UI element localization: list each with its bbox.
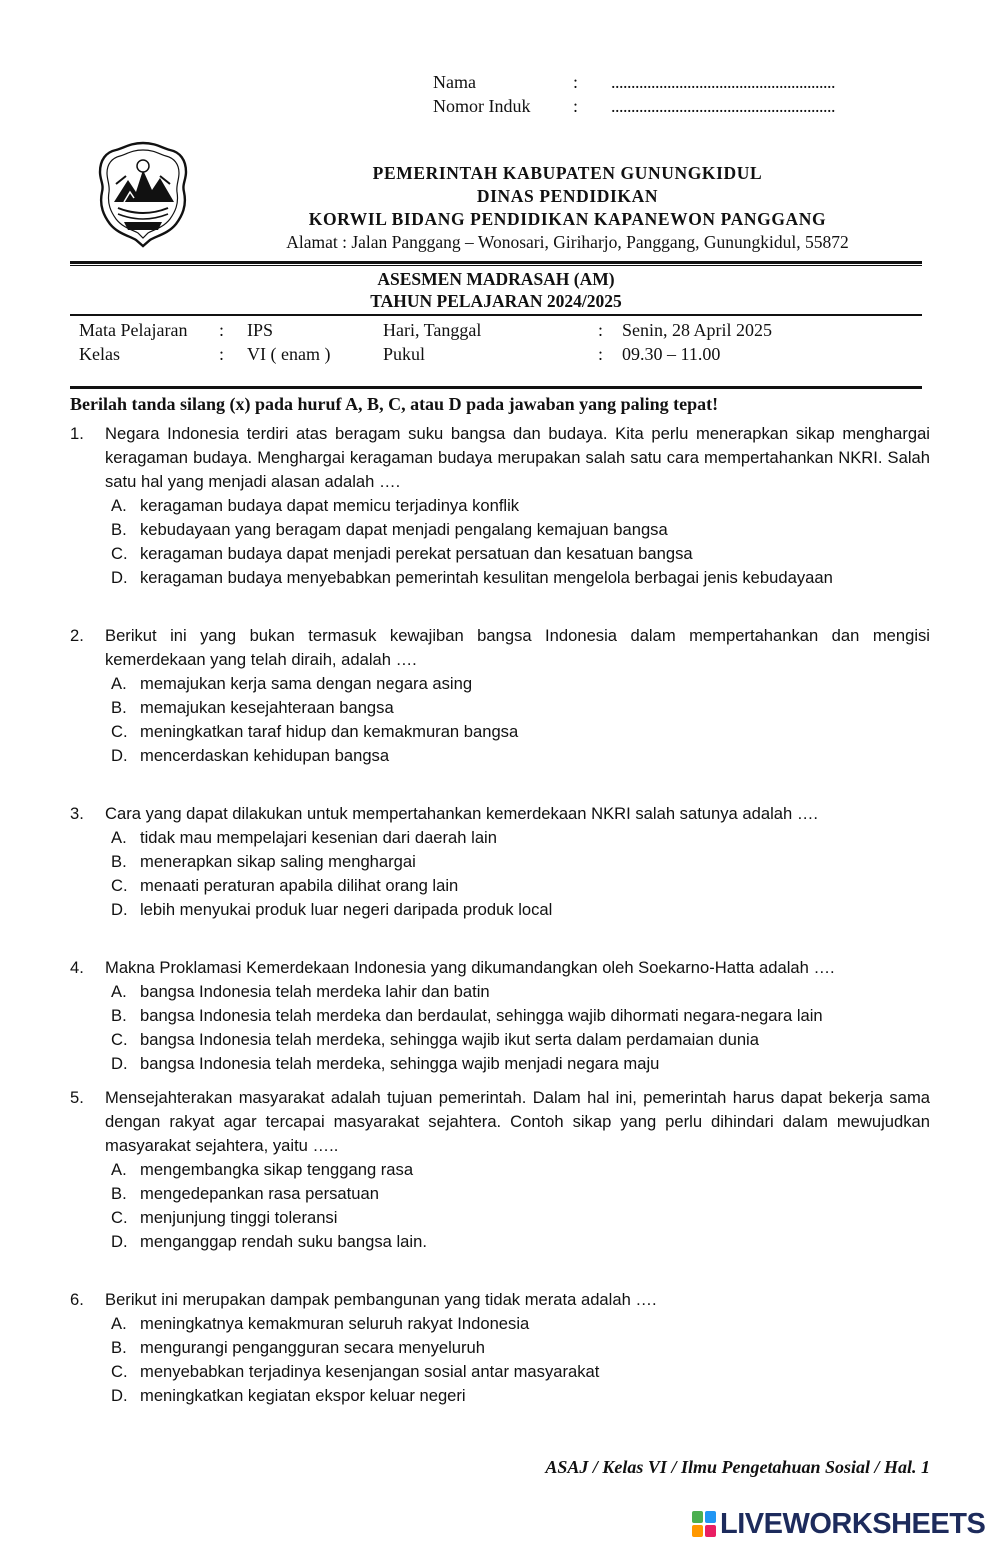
question-text: Berikut ini yang bukan termasuk kewajiban bangsa Indonesia dalam mempertahankan dan mengisi kemerdekaan yang telah diraih, adalah …. bbox=[105, 626, 930, 669]
option-letter[interactable]: B. bbox=[111, 1338, 127, 1357]
option-letter[interactable]: C. bbox=[111, 876, 128, 895]
class-colon: : bbox=[219, 344, 225, 364]
name-label: Nama bbox=[433, 72, 476, 92]
option-b[interactable] bbox=[70, 1004, 930, 1028]
option-letter[interactable]: D. bbox=[111, 1054, 128, 1073]
option-c[interactable] bbox=[70, 874, 930, 898]
option-letter[interactable]: B. bbox=[111, 852, 127, 871]
option-text: menerapkan sikap saling menghargai bbox=[140, 852, 416, 871]
option-c[interactable] bbox=[70, 1206, 930, 1230]
question-text: Makna Proklamasi Kemerdekaan Indonesia yang dikumandangkan oleh Soekarno-Hatta adalah …. bbox=[105, 958, 835, 977]
question-3 bbox=[70, 802, 930, 922]
time-value: 09.30 – 11.00 bbox=[622, 344, 721, 364]
letterhead-divider bbox=[70, 261, 922, 264]
student-id-label: Nomor Induk bbox=[433, 96, 531, 116]
question-text: Cara yang dapat dilakukan untuk mempertahankan kemerdekaan NKRI salah satunya adalah …. bbox=[105, 804, 819, 823]
question-2 bbox=[70, 624, 930, 768]
option-c[interactable] bbox=[70, 542, 930, 566]
question-number: 3. bbox=[70, 804, 84, 823]
option-c[interactable] bbox=[70, 1028, 930, 1052]
option-letter[interactable]: A. bbox=[111, 982, 127, 1001]
question-text: Berikut ini merupakan dampak pembangunan yang tidak merata adalah …. bbox=[105, 1290, 657, 1309]
option-text: menganggap rendah suku bangsa lain. bbox=[140, 1232, 427, 1251]
option-letter[interactable]: C. bbox=[111, 1362, 128, 1381]
option-text: keragaman budaya dapat menjadi perekat persatuan dan kesatuan bangsa bbox=[140, 544, 693, 563]
letterhead-korwil: KORWIL BIDANG PENDIDIKAN KAPANEWON PANGGANG bbox=[308, 209, 827, 229]
gunungkidul-emblem-logo bbox=[96, 140, 190, 248]
question-4 bbox=[70, 956, 930, 1076]
option-b[interactable] bbox=[70, 518, 930, 542]
option-d[interactable] bbox=[70, 1052, 930, 1076]
option-a[interactable] bbox=[70, 826, 930, 850]
option-letter[interactable]: A. bbox=[111, 496, 127, 515]
option-text: meningkatnya kemakmuran seluruh rakyat Indonesia bbox=[140, 1314, 530, 1333]
option-a[interactable] bbox=[70, 1158, 930, 1182]
day-date-label: Hari, Tanggal bbox=[383, 320, 482, 340]
question-number: 2. bbox=[70, 626, 84, 645]
class-label: Kelas bbox=[79, 344, 120, 364]
option-a[interactable] bbox=[70, 672, 930, 696]
option-letter[interactable]: A. bbox=[111, 1160, 127, 1179]
option-text: memajukan kerja sama dengan negara asing bbox=[140, 674, 473, 693]
question-text: Negara Indonesia terdiri atas beragam suku bangsa dan budaya. Kita perlu menerapkan sikap menghargai keragaman budaya. Menghargai keragaman budaya merupakan salah satu cara mempertahankan NKRI. Salah satu hal yang menjadi alasan adalah …. bbox=[105, 424, 930, 491]
option-letter[interactable]: B. bbox=[111, 698, 127, 717]
option-letter[interactable]: C. bbox=[111, 1208, 128, 1227]
option-d[interactable] bbox=[70, 898, 930, 922]
option-letter[interactable]: D. bbox=[111, 900, 128, 919]
day-date-colon: : bbox=[598, 320, 604, 340]
option-text: keragaman budaya menyebabkan pemerintah kesulitan mengelola berbagai jenis kebudayaan bbox=[140, 568, 833, 587]
option-text: memajukan kesejahteraan bangsa bbox=[140, 698, 394, 717]
option-text: mengedepankan rasa persatuan bbox=[140, 1184, 379, 1203]
time-colon: : bbox=[598, 344, 604, 364]
day-date-value: Senin, 28 April 2025 bbox=[622, 320, 773, 340]
option-letter[interactable]: D. bbox=[111, 1386, 128, 1405]
question-5 bbox=[70, 1086, 930, 1254]
option-text: menaati peraturan apabila dilihat orang lain bbox=[140, 876, 459, 895]
option-text: bangsa Indonesia telah merdeka lahir dan batin bbox=[140, 982, 490, 1001]
option-letter[interactable]: D. bbox=[111, 568, 128, 587]
question-number: 1. bbox=[70, 424, 84, 443]
option-letter[interactable]: B. bbox=[111, 520, 127, 539]
meta-divider bbox=[70, 386, 922, 389]
question-6 bbox=[70, 1288, 930, 1408]
option-d[interactable] bbox=[70, 1384, 930, 1408]
option-letter[interactable]: A. bbox=[111, 828, 127, 847]
option-text: menyebabkan terjadinya kesenjangan sosial antar masyarakat bbox=[140, 1362, 600, 1381]
option-text: menjunjung tinggi toleransi bbox=[140, 1208, 338, 1227]
option-text: tidak mau mempelajari kesenian dari daerah lain bbox=[140, 828, 497, 847]
question-list bbox=[70, 422, 930, 1408]
question-number: 5. bbox=[70, 1088, 84, 1107]
option-b[interactable] bbox=[70, 1336, 930, 1360]
option-text: mencerdaskan kehidupan bangsa bbox=[140, 746, 390, 765]
instruction: Berilah tanda silang (x) pada huruf A, B, C, atau D pada jawaban yang paling tepat! bbox=[70, 394, 719, 414]
question-number: 4. bbox=[70, 958, 84, 977]
option-a[interactable] bbox=[70, 494, 930, 518]
option-c[interactable] bbox=[70, 720, 930, 744]
option-letter[interactable]: C. bbox=[111, 1030, 128, 1049]
option-d[interactable] bbox=[70, 566, 930, 590]
brand-text: LIVEWORKSHEETS bbox=[720, 1507, 986, 1540]
option-letter[interactable]: C. bbox=[111, 544, 128, 563]
option-text: keragaman budaya dapat memicu terjadinya konflik bbox=[140, 496, 520, 515]
option-text: kebudayaan yang beragam dapat menjadi pengalang kemajuan bangsa bbox=[140, 520, 668, 539]
option-b[interactable] bbox=[70, 696, 930, 720]
page-footer: ASAJ / Kelas VI / Ilmu Pengetahuan Sosial / Hal. 1 bbox=[545, 1457, 930, 1477]
option-letter[interactable]: C. bbox=[111, 722, 128, 741]
exam-year: TAHUN PELAJARAN 2024/2025 bbox=[370, 291, 622, 311]
student-id-colon: : bbox=[573, 96, 579, 116]
question-1 bbox=[70, 422, 930, 590]
option-letter[interactable]: A. bbox=[111, 1314, 127, 1333]
question-text: Mensejahterakan masyarakat adalah tujuan pemerintah. Dalam hal ini, pemerintah harus dapat bekerja sama dengan rakyat agar tercapai masyarakat sejahtera. Contoh sikap yang perlu dihindari dalam mewujudkan masyarakat sejahtera, yaitu ….. bbox=[105, 1088, 930, 1155]
option-b[interactable] bbox=[70, 850, 930, 874]
liveworksheets-logo-icon bbox=[692, 1511, 716, 1537]
option-d[interactable] bbox=[70, 744, 930, 768]
option-c[interactable] bbox=[70, 1360, 930, 1384]
option-text: bangsa Indonesia telah merdeka, sehingga wajib ikut serta dalam perdamaian dunia bbox=[140, 1030, 759, 1049]
liveworksheets-brand[interactable] bbox=[692, 1507, 985, 1541]
option-letter[interactable]: D. bbox=[111, 1232, 128, 1251]
class-value: VI ( enam ) bbox=[247, 344, 331, 364]
exam-title: ASESMEN MADRASAH (AM) bbox=[377, 269, 615, 289]
question-number: 6. bbox=[70, 1290, 84, 1309]
letterhead-government: PEMERINTAH KABUPATEN GUNUNGKIDUL bbox=[372, 163, 763, 183]
subject-label: Mata Pelajaran bbox=[79, 320, 188, 340]
subject-value: IPS bbox=[247, 320, 274, 340]
student-id-field[interactable]: ........................................................ bbox=[611, 96, 835, 116]
letterhead-address: Alamat : Jalan Panggang – Wonosari, Giriharjo, Panggang, Gunungkidul, 55872 bbox=[286, 232, 849, 252]
option-letter[interactable]: B. bbox=[111, 1184, 127, 1203]
title-divider bbox=[70, 314, 922, 316]
option-letter[interactable]: D. bbox=[111, 746, 128, 765]
option-letter[interactable]: A. bbox=[111, 674, 127, 693]
option-d[interactable] bbox=[70, 1230, 930, 1254]
option-text: meningkatkan taraf hidup dan kemakmuran bangsa bbox=[140, 722, 519, 741]
option-a[interactable] bbox=[70, 980, 930, 1004]
option-b[interactable] bbox=[70, 1182, 930, 1206]
option-text: meningkatkan kegiatan ekspor keluar negeri bbox=[140, 1386, 466, 1405]
option-text: bangsa Indonesia telah merdeka dan berdaulat, sehingga wajib dihormati negara-negara lain bbox=[140, 1006, 823, 1025]
option-text: mengembangka sikap tenggang rasa bbox=[140, 1160, 414, 1179]
option-text: lebih menyukai produk luar negeri daripada produk local bbox=[140, 900, 553, 919]
option-text: mengurangi pengangguran secara menyeluruh bbox=[140, 1338, 486, 1357]
time-label: Pukul bbox=[383, 344, 426, 364]
letterhead-divider-thin bbox=[70, 265, 922, 266]
option-a[interactable] bbox=[70, 1312, 930, 1336]
name-field[interactable]: ........................................................ bbox=[611, 72, 835, 92]
letterhead-department: DINAS PENDIDIKAN bbox=[476, 186, 659, 206]
option-letter[interactable]: B. bbox=[111, 1006, 127, 1025]
name-colon: : bbox=[573, 72, 579, 92]
subject-colon: : bbox=[219, 320, 225, 340]
option-text: bangsa Indonesia telah merdeka, sehingga wajib menjadi negara maju bbox=[140, 1054, 660, 1073]
